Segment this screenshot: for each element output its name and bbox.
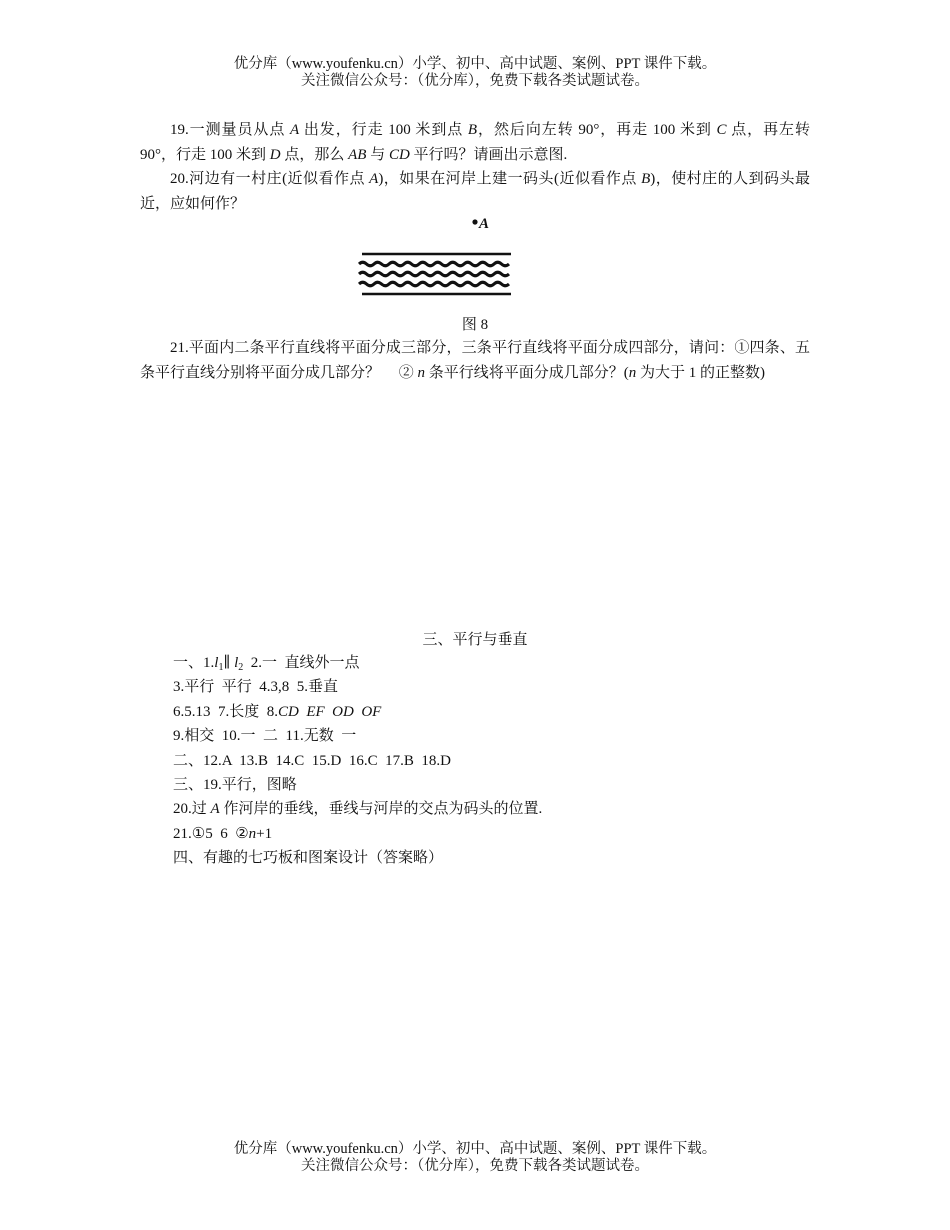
answer-line-6: 三、19.平行，图略 xyxy=(173,777,297,794)
point-a-label: A xyxy=(479,216,490,232)
answer-line-7: 20.过 A 作河岸的垂线，垂线与河岸的交点为码头的位置. xyxy=(173,801,543,818)
answer-line-8: 21.①5 6 ②n+1 xyxy=(173,825,273,842)
answer-line-4: 9.相交 10.一 二 11.无数 一 xyxy=(173,728,357,745)
answer-line-2: 3.平行 平行 4.3,8 5.垂直 xyxy=(173,679,339,696)
river-wave-1 xyxy=(359,262,509,266)
river-figure xyxy=(355,212,515,302)
footer-line-2: 关注微信公众号：（优分库），免费下载各类试题试卷。 xyxy=(301,1158,649,1174)
header-line-1: 优分库（www.youfenku.cn）小学、初中、高中试题、案例、PPT 课件下载。 xyxy=(233,56,717,72)
question-21: 21.平面内二条平行直线将平面分成三部分，三条平行直线将平面分成四部分，请问：①四条、五条平行直线分别将平面分成几部分？ ② n 条平行线将平面分成几部分？(n 为大于 1 的正整数) xyxy=(140,340,810,381)
river-wave-3 xyxy=(359,282,509,286)
page-footer xyxy=(0,1141,950,1175)
river-wave-2 xyxy=(359,272,509,276)
answer-line-9: 四、有趣的七巧板和图案设计（答案略） xyxy=(173,850,444,867)
figure-caption: 图 8 xyxy=(461,317,489,333)
page-header xyxy=(0,56,950,90)
footer-line-1: 优分库（www.youfenku.cn）小学、初中、高中试题、案例、PPT 课件下载。 xyxy=(233,1141,717,1157)
question-19: 19.一测量员从点 A 出发，行走 100 米到点 B，然后向左转 90°，再走 100 米到 C 点，再左转 90°，行走 100 米到 D 点，那么 AB 与 CD 平行吗？请画出示意图. xyxy=(140,122,810,163)
village-point xyxy=(472,219,477,224)
answer-line-1: 一、$1.l_1\parallel$ $l_2$ 2.一 直线外一点 xyxy=(173,655,360,673)
answer-line-3: 6.5.13 7.长度 8.CD EF OD OF xyxy=(173,703,382,720)
answer-list xyxy=(173,651,542,871)
answers-title: 三、平行与垂直 xyxy=(422,632,528,648)
answer-line-5: 二、12.A 13.B 14.C 15.D 16.C 17.B 18.D xyxy=(173,752,451,769)
header-line-2: 关注微信公众号：（优分库），免费下载各类试题试卷。 xyxy=(301,73,649,89)
question-20: 20.河边有一村庄(近似看作点 A)，如果在河岸上建一码头(近似看作点 B)，使村庄的人到码头最近，应如何作？ xyxy=(140,171,810,212)
